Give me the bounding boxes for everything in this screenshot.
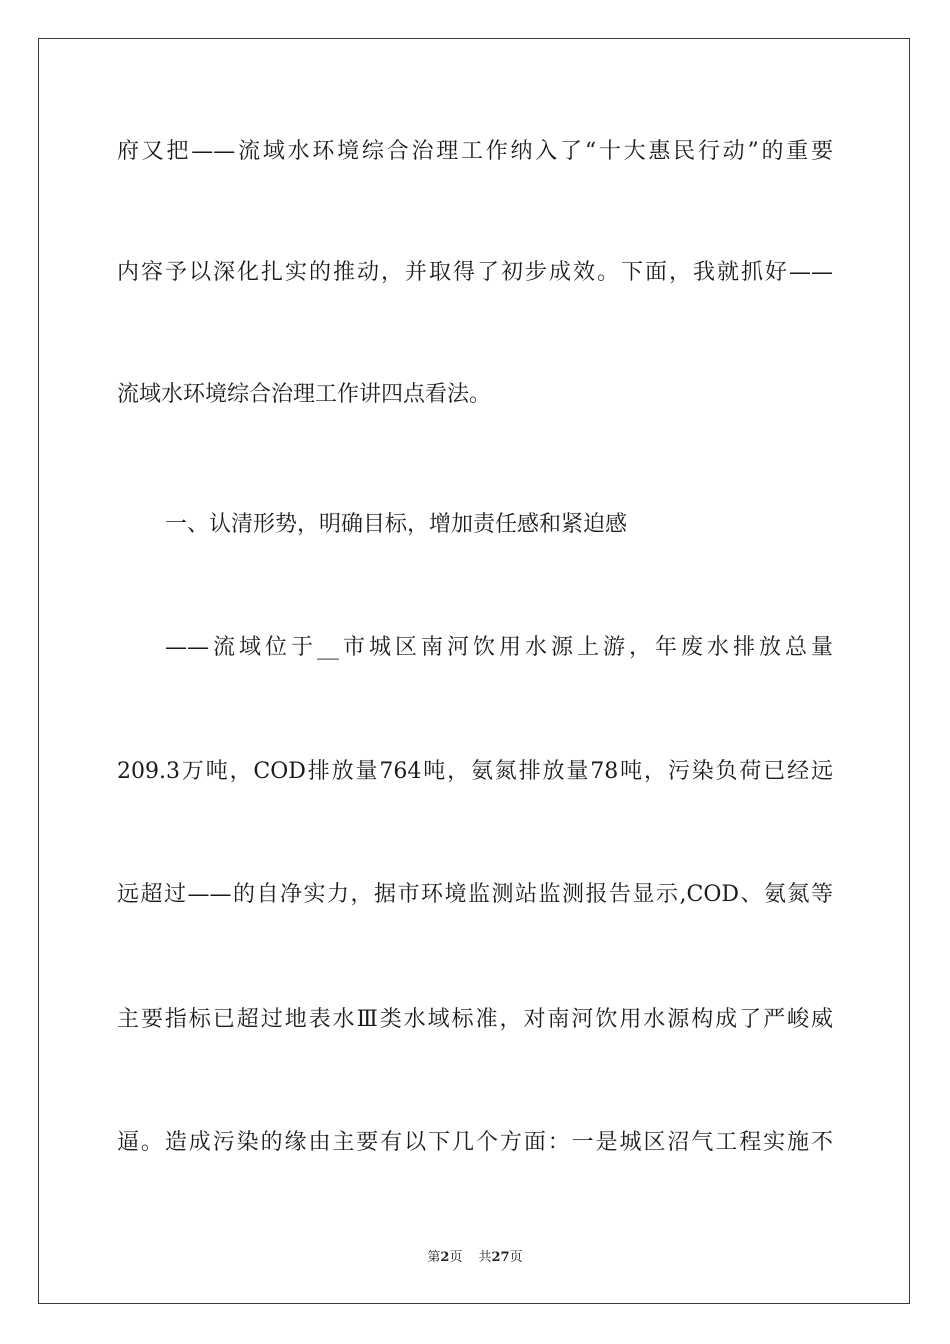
page-footer <box>0 1249 950 1267</box>
total-suffix: 页 <box>509 1250 523 1265</box>
total-pages: 27 <box>491 1250 510 1265</box>
text-line-7: 远超过——的自净实力，据市环境监测站监测报告显示,COD、氨氮等 <box>117 882 833 907</box>
text-line-1: 府又把——流域水环境综合治理工作纳入了“十大惠民行动”的重要 <box>117 139 833 164</box>
page-number: 2 <box>440 1250 450 1265</box>
text-line-3: 流域水环境综合治理工作讲四点看法。 <box>117 382 492 407</box>
text-line-6: 209.3万吨，COD排放量764吨，氨氮排放量78吨，污染负荷已经远 <box>117 759 833 784</box>
text-line-2: 内容予以深化扎实的推动，并取得了初步成效。下面，我就抓好—— <box>117 260 833 285</box>
page-prefix: 第 <box>427 1250 441 1265</box>
total-prefix: 共 <box>478 1250 492 1265</box>
text-line-8: 主要指标已超过地表水Ⅲ类水域标准，对南河饮用水源构成了严峻威 <box>117 1007 833 1032</box>
text-line-5: ——流域位于__市城区南河饮用水源上游，年废水排放总量 <box>165 635 833 660</box>
section-heading: 一、认清形势，明确目标，增加责任感和紧迫感 <box>165 512 628 537</box>
page-border <box>38 38 910 1304</box>
page-suffix: 页 <box>449 1250 463 1265</box>
text-line-9: 逼。造成污染的缘由主要有以下几个方面：一是城区沼气工程实施不 <box>117 1130 833 1155</box>
